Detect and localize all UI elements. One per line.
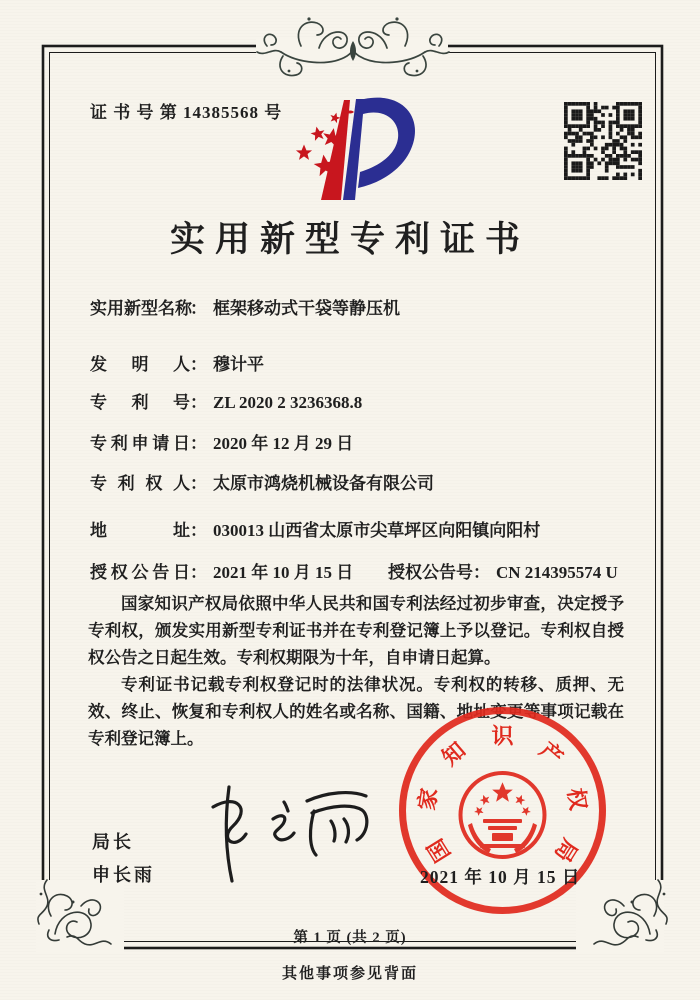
field-grant-announcement: 授权公告日： 2021 年 10 月 15 日 授权公告号： CN 214395574 U xyxy=(90,558,630,583)
seal-character: 知 xyxy=(437,736,471,771)
seal-character: 国 xyxy=(422,834,456,867)
field-label: 专利权人 xyxy=(90,474,190,493)
signer-title: 局长 xyxy=(92,832,134,852)
legal-paragraph-1: 国家知识产权局依照中华人民共和国专利法经过初步审查，决定授予专利权，颁发实用新型专利证书并在专利登记簿上予以登记。专利权自授权公告之日起生效。专利权期限为十年，自申请日起算。 xyxy=(88,594,624,667)
field-utility-model-name: 实用新型名称： 框架移动式干袋等静压机 xyxy=(90,294,630,319)
page-number: 第 1 页 (共 2 页) xyxy=(293,930,407,946)
field-label: 发明人 xyxy=(90,355,190,374)
handwritten-signature xyxy=(185,775,375,890)
grant-number-value: CN 214395574 U xyxy=(496,563,618,582)
grant-number-label: 授权公告号 xyxy=(388,563,473,582)
seal-character: 识 xyxy=(491,723,514,748)
grant-number-group: 授权公告号： CN 214395574 U xyxy=(388,563,618,582)
field-value: 030013 山西省太原市尖草坪区向阳镇向阳村 xyxy=(213,521,541,540)
field-patentee: 专利权人： 太原市鸿烧机械设备有限公司 xyxy=(90,469,630,494)
qr-code xyxy=(564,102,642,180)
field-value: 穆计平 xyxy=(213,355,264,374)
signer-block xyxy=(92,826,155,892)
field-value: 太原市鸿烧机械设备有限公司 xyxy=(213,474,434,493)
field-inventor: 发明人： 穆计平 xyxy=(90,350,630,375)
field-label: 专利申请日 xyxy=(90,434,190,453)
seal-date: 2021 年 10 月 15 日 xyxy=(420,867,581,887)
seal-character: 权 xyxy=(562,786,591,812)
field-label: 地址 xyxy=(90,521,190,540)
signer-name: 申长雨 xyxy=(92,865,155,885)
legal-paragraph-2: 专利证书记载专利权登记时的法律状况。专利权的转移、质押、无效、终止、恢复和专利权人的姓名或名称、国籍、地址变更等事项记载在专利登记簿上。 xyxy=(88,675,624,748)
certificate-number: 证 书 号 第 14385568 号 xyxy=(90,103,283,122)
field-filing-date: 专利申请日： 2020 年 12 月 29 日 xyxy=(90,429,630,454)
cnipa-logo-icon xyxy=(280,96,425,208)
field-value: 2020 年 12 月 29 日 xyxy=(213,434,354,453)
seal-character: 产 xyxy=(534,736,568,771)
seal-character: 家 xyxy=(414,786,443,812)
seal-character: 局 xyxy=(549,834,583,867)
field-label: 实用新型名称 xyxy=(90,299,192,318)
field-label: 专利号 xyxy=(90,393,190,412)
field-address: 地址： 030013 山西省太原市尖草坪区向阳镇向阳村 xyxy=(90,516,630,541)
field-value: 框架移动式干袋等静压机 xyxy=(213,299,400,318)
certificate-title: 实用新型专利证书 xyxy=(169,220,530,259)
field-value: ZL 2020 2 3236368.8 xyxy=(213,393,363,412)
grant-date-label: 授权公告日 xyxy=(90,563,190,582)
back-side-note: 其他事项参见背面 xyxy=(281,966,418,982)
field-patent-number: 专利号： ZL 2020 2 3236368.8 xyxy=(90,388,630,413)
grant-date-value: 2021 年 10 月 15 日 xyxy=(213,563,354,582)
